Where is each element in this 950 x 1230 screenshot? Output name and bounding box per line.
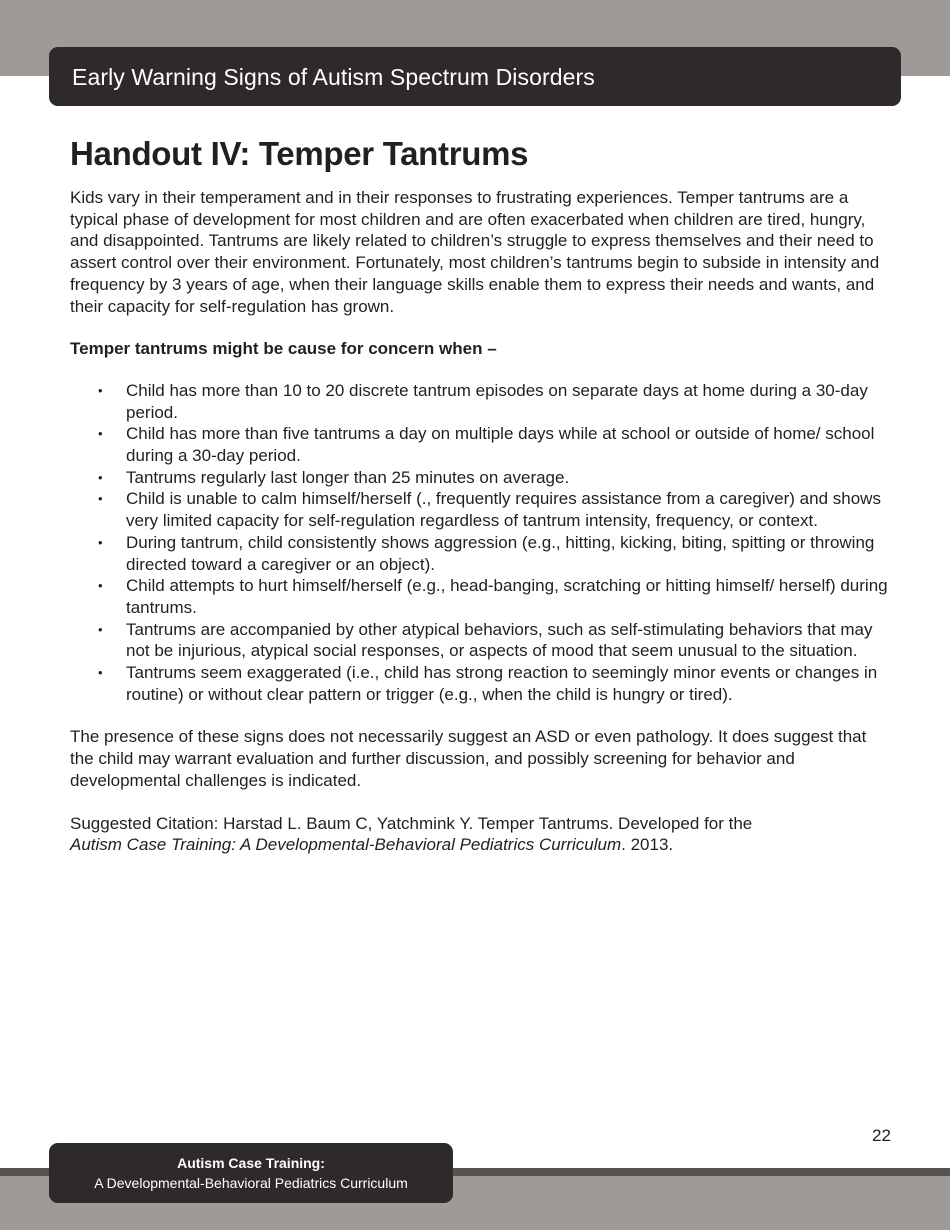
bullet-icon: • bbox=[98, 621, 103, 637]
list-item bbox=[70, 467, 892, 489]
citation bbox=[70, 813, 892, 856]
bullet-icon: • bbox=[98, 469, 103, 485]
list-item bbox=[70, 575, 892, 618]
list-item bbox=[70, 380, 892, 423]
list-item bbox=[70, 423, 892, 466]
header-title: Early Warning Signs of Autism Spectrum Disorders bbox=[72, 64, 595, 90]
list-item-text: During tantrum, child consistently shows aggression (e.g., hitting, kicking, biting, spitting or throwing directed toward a caregiver or an object). bbox=[126, 532, 875, 574]
citation-work-title: Autism Case Training: A Developmental-Behavioral Pediatrics Curriculum bbox=[70, 835, 622, 855]
list-item bbox=[70, 488, 892, 531]
page-title: Handout IV: Temper Tantrums bbox=[70, 135, 529, 172]
bullet-icon: • bbox=[98, 382, 103, 398]
bullet-icon: • bbox=[98, 665, 103, 681]
list-item-text: Tantrums regularly last longer than 25 minutes on average. bbox=[126, 467, 570, 487]
page-number: 22 bbox=[872, 1126, 891, 1145]
bullet-icon: • bbox=[98, 426, 103, 442]
list-item bbox=[70, 619, 892, 662]
closing-paragraph: The presence of these signs does not necessarily suggest an ASD or even pathology. It does suggest that the child may warrant evaluation and further discussion, and possibly screening for behavior and developmental challenges is indicated. bbox=[70, 727, 867, 790]
footer-subtitle: A Developmental-Behavioral Pediatrics Curriculum bbox=[94, 1175, 408, 1191]
list-item bbox=[70, 662, 892, 705]
concern-signs-list bbox=[70, 380, 892, 706]
list-item-text: Child is unable to calm himself/herself (., frequently requires assistance from a caregiver) and shows very limited capacity for self-regulation regardless of tantrum intensity, frequency, or context. bbox=[126, 489, 881, 531]
list-item-text: Child attempts to hurt himself/herself (e.g., head-banging, scratching or hitting himself/ herself) during tantrums. bbox=[126, 576, 888, 617]
header-bar bbox=[49, 47, 901, 106]
bullet-icon: • bbox=[98, 534, 103, 550]
footer-title: Autism Case Training: bbox=[177, 1155, 325, 1171]
intro-paragraph: Kids vary in their temperament and in their responses to frustrating experiences. Temper tantrums are a typical phase of development for most children and are often exacerbated when children are tired, hungry, and disappointed. Tantrums are likely related to children’s struggle to express themselves and their need to assert control over their environment. Fortunately, most children’s tantrums begin to subside in intensity and frequency by 3 years of age, when their language skills enable them to express their needs and wants, and their capacity for self-regulation has grown. bbox=[70, 188, 880, 316]
list-item-text: Child has more than five tantrums a day on multiple days while at school or outside of home/ school during a 30-day period. bbox=[126, 424, 875, 466]
bullet-icon: • bbox=[98, 578, 103, 594]
citation-suffix: . 2013. bbox=[621, 835, 674, 855]
bullet-icon: • bbox=[98, 491, 103, 507]
concern-heading: Temper tantrums might be cause for concern when – bbox=[70, 339, 497, 359]
list-item bbox=[70, 532, 892, 575]
main-content bbox=[70, 135, 892, 856]
citation-prefix: Suggested Citation: Harstad L. Baum C, Yatchmink Y. Temper Tantrums. Developed for the bbox=[70, 813, 753, 833]
list-item-text: Tantrums are accompanied by other atypical behaviors, such as self-stimulating behaviors that may not be injurious, atypical social responses, or aspects of mood that seem unusual to the situation. bbox=[126, 619, 873, 661]
footer-box bbox=[49, 1143, 453, 1203]
list-item-text: Tantrums seem exaggerated (i.e., child has strong reaction to seemingly minor events or changes in routine) or without clear pattern or trigger (e.g., when the child is hungry or tired). bbox=[126, 663, 878, 704]
list-item-text: Child has more than 10 to 20 discrete tantrum episodes on separate days at home during a 30-day period. bbox=[126, 380, 868, 422]
